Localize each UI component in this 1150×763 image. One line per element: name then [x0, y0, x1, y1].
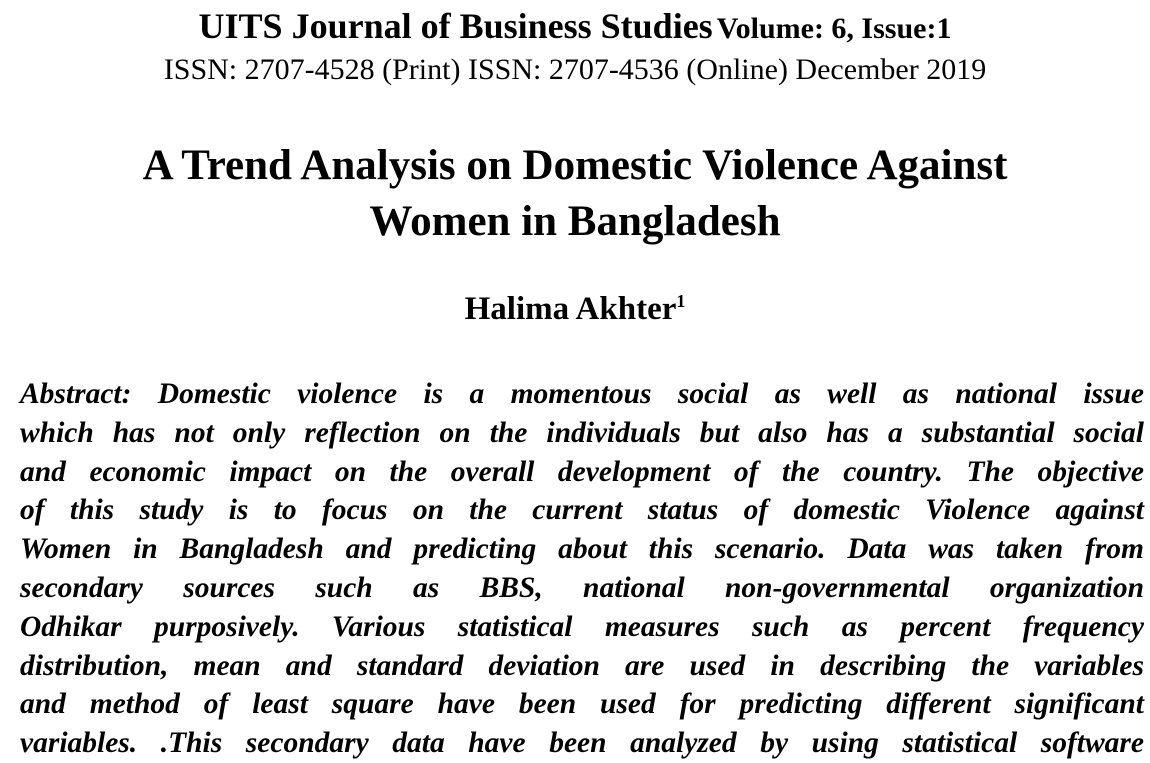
paper-title-line: Women in Bangladesh — [369, 198, 781, 245]
author-name — [0, 286, 1150, 332]
abstract-line: variables. .This secondary data have been analyzed by using statistical software — [20, 727, 1144, 760]
abstract-line: Women in Bangladesh and predicting about this scenario. Data was taken from — [20, 533, 1144, 566]
abstract-line: of this study is to focus on the current status of domestic Violence against — [20, 494, 1144, 527]
paper-title — [0, 138, 1150, 250]
author-footnote-mark: 1 — [676, 291, 686, 311]
paper-title-line: A Trend Analysis on Domestic Violence Against — [142, 142, 1008, 189]
abstract-line: Abstract: Domestic violence is a momentous social as well as national issue — [20, 378, 1144, 410]
author-name-text: Halima Akhter — [464, 291, 677, 327]
issn-line: ISSN: 2707-4528 (Print) ISSN: 2707-4536 (Online) December 2019 — [163, 53, 987, 86]
journal-header — [0, 4, 1150, 56]
abstract-line: which has not only reflection on the individuals but also has a substantial social — [20, 416, 1144, 449]
abstract-line: secondary sources such as BBS, national non-governmental organization — [20, 571, 1144, 604]
abstract-line: Odhikar purposively. Various statistical measures such as percent frequency — [20, 610, 1144, 643]
journal-name: UITS Journal of Business Studies — [198, 6, 713, 46]
abstract-line: distribution, mean and standard deviation are used in describing the variables — [20, 649, 1144, 682]
abstract — [20, 375, 1144, 763]
abstract-line: and method of least square have been used for predicting different significant — [20, 688, 1144, 721]
abstract-line: and economic impact on the overall development of the country. The objective — [20, 455, 1144, 488]
journal-volume-issue: Volume: 6, Issue:1 — [716, 12, 952, 45]
